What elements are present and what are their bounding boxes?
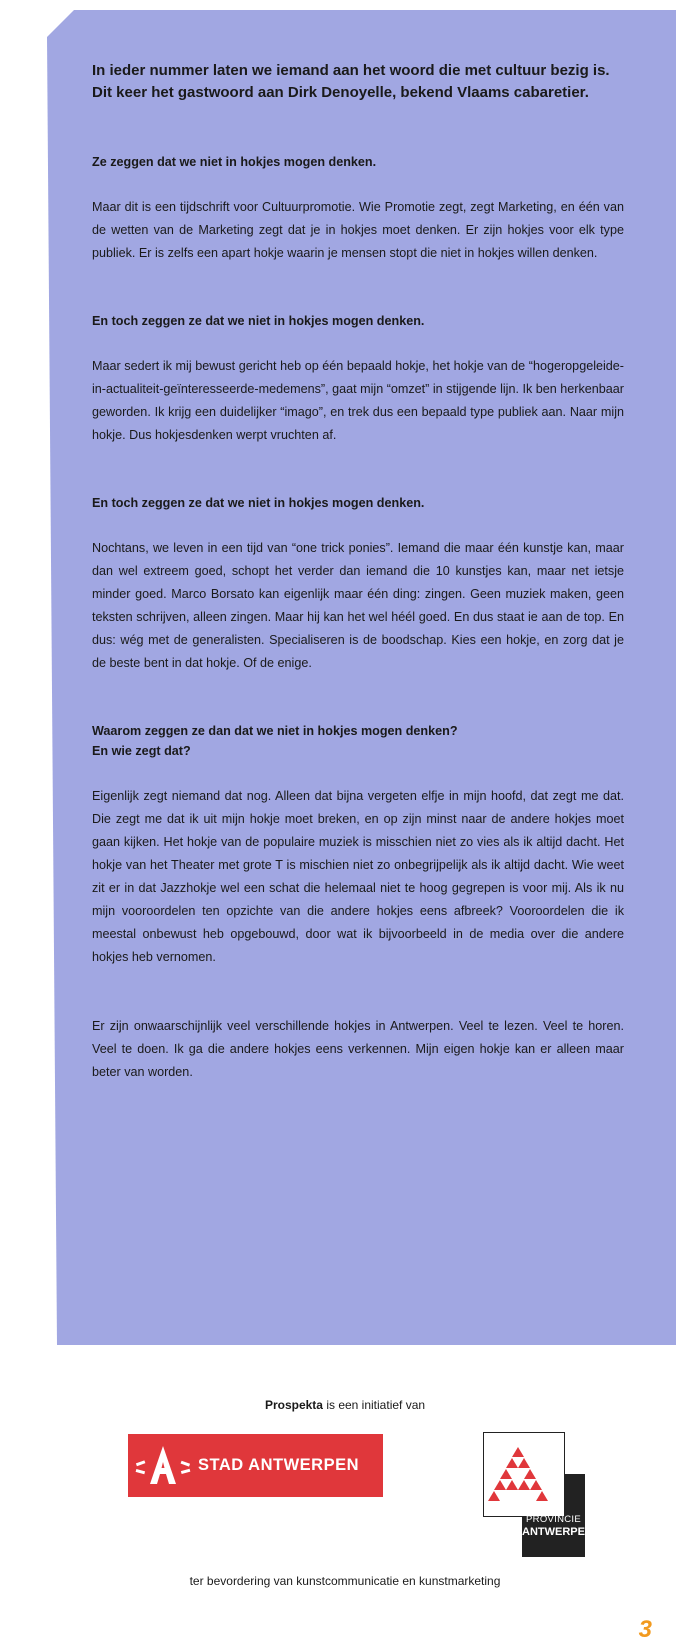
- section-heading-4: Waarom zeggen ze dan dat we niet in hokjes mogen denken?: [92, 724, 458, 738]
- section-heading-3: En toch zeggen ze dat we niet in hokjes mogen denken.: [92, 496, 425, 510]
- section-body-3: Nochtans, we leven in een tijd van “one trick ponies”. Iemand die maar één kunstje kan, maar dan wel extreem goed, schopt het verder dan iemand die 10 kunstjes kan, maar net ietsje minder goed. Marco Borsato kan eigenlijk maar één ding: zingen. Geen muziek maken, geen teksten schrijven, alleen zingen. Maar hij kan het wel héél goed. En dus staat ie aan de top. En dus: wég met de generalisten. Specialiseren is de boodschap. Kies een hokje, en zorg dat je de beste bent in dat hokje. Of de enige.: [92, 541, 624, 670]
- initiative-line: [0, 1398, 690, 1412]
- provincie-label-line2: ANTWERPEN: [522, 1526, 593, 1538]
- initiative-text: is een initiatief van: [322, 1398, 426, 1412]
- provincie-label-line1: PROVINCIE: [526, 1514, 581, 1525]
- provincie-antwerpen-logo: [483, 1432, 603, 1557]
- provincie-triangle-icon: [484, 1433, 564, 1516]
- stad-a-icon: [128, 1434, 198, 1497]
- section-body-4: Eigenlijk zegt niemand dat nog. Alleen dat bijna vergeten elfje in mijn hoofd, dat zegt me dat. Die zegt me dat ik uit mijn hokje moet breken, en op zijn minst naar de andere hokjes moet gaan kijken. Het hokje van de populaire muziek is misschien niet zo vies als ik altijd dacht. Het hokje van het Theater met grote T is mischien niet zo onbegrijpelijk als ik altijd dacht. Wie weet zit er in dat Jazzhokje wel een schat die helemaal niet te hoog gegrepen is voor mij. Als ik nu mijn vooroordelen ten opzichte van die andere hokjes eens afbreek? Vooroordelen die ik meestal onbewust heb opgebouwd, door wat ik bijvoorbeeld in de media over die andere hokjes heb vernomen.: [92, 789, 624, 964]
- stad-antwerpen-logo: [128, 1434, 383, 1497]
- page-number: 3: [638, 1616, 652, 1643]
- section-body-1: Maar dit is een tijdschrift voor Cultuurpromotie. Wie Promotie zegt, zegt Marketing, en één van de wetten van de Marketing zegt dat je in hokjes moet denken. Er zijn hokjes voor elk type publiek. Er is zelfs een apart hokje waarin je mensen stopt die niet in hokjes willen denken.: [92, 200, 624, 260]
- article: [92, 60, 624, 1084]
- footer-tagline: ter bevordering van kunstcommunicatie en kunstmarketing: [189, 1574, 501, 1588]
- provincie-logo-frame: [483, 1432, 565, 1517]
- section-heading-2: En toch zeggen ze dat we niet in hokjes mogen denken.: [92, 314, 425, 328]
- article-closing: Er zijn onwaarschijnlijk veel verschillende hokjes in Antwerpen. Veel te lezen. Veel te horen. Veel te doen. Ik ga die andere hokjes eens verkennen. Mijn eigen hokje kan er alleen maar beter van worden.: [92, 1019, 624, 1079]
- section-body-2: Maar sedert ik mij bewust gericht heb op één bepaald hokje, het hokje van de “hogeropgeleide-in-actualiteit-geïnteresseerde-medemens”, gaat mijn “omzet” in stijgende lijn. Ik ben herkenbaar geworden. Ik krijg een duidelijker “imago”, en trek dus een bepaald type publiek aan. Naar mijn hokje. Dus hokjesdenken werpt vruchten af.: [92, 359, 624, 442]
- stad-antwerpen-label: STAD ANTWERPEN: [198, 1456, 359, 1474]
- article-intro: In ieder nummer laten we iemand aan het woord die met cultuur bezig is. Dit keer het gastwoord aan Dirk Denoyelle, bekend Vlaams cabaretier.: [92, 62, 610, 101]
- provincie-label: [522, 1514, 593, 1539]
- section-heading-4-line2: En wie zegt dat?: [92, 744, 191, 758]
- section-heading-1: Ze zeggen dat we niet in hokjes mogen denken.: [92, 155, 377, 169]
- prospekta-brand: Prospekta: [264, 1398, 323, 1412]
